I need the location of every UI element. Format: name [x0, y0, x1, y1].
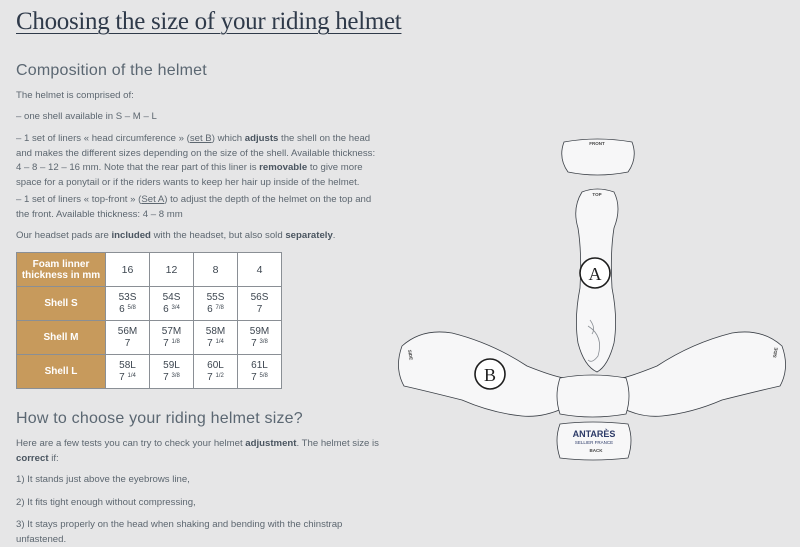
set-a-link[interactable]: Set A [141, 194, 165, 205]
table-row [17, 355, 282, 389]
thickness-header: 12 [150, 253, 194, 287]
back-label: BACK [589, 448, 603, 453]
thickness-header: 4 [238, 253, 282, 287]
how-to-heading: How to choose your riding helmet size? [16, 410, 303, 427]
shell-label: Shell S [17, 287, 106, 321]
brand-subtitle: SELLIER FRANCE [574, 440, 614, 445]
table-row [17, 321, 282, 355]
size-cell: 60L 7 $^{1/2}$ [194, 355, 238, 389]
composition-heading: Composition of the helmet [16, 62, 207, 79]
thickness-header: 8 [194, 253, 238, 287]
test-2: 2) It fits tight enough without compressing, [16, 497, 196, 508]
back-center-pad [557, 375, 629, 417]
set-b-link[interactable]: set B [189, 133, 212, 144]
size-cell: 56M 7 [106, 321, 150, 355]
top-label: TOP [592, 192, 602, 197]
page-title: Choosing the size of your riding helmet [16, 8, 402, 35]
size-table [16, 252, 282, 389]
test-3: 3) It stays properly on the head when shaking and bending with the chinstrap unfastened. [16, 519, 343, 545]
how-to-intro: Here are a few tests you can try to check your helmet adjustment. The helmet size is correct if: [16, 438, 379, 464]
size-cell: 59L 7 $^{3/8}$ [150, 355, 194, 389]
composition-item-liners-a: – 1 set of liners « top-front » (Set A) to adjust the depth of the helmet on the top and the front. Available thickness: 4 – 8 mm [16, 194, 372, 220]
marker-b [475, 359, 505, 389]
composition-intro: The helmet is comprised of: [16, 90, 134, 101]
side-pad-right [622, 332, 786, 416]
table-row [17, 287, 282, 321]
side-label-left: SIDE [407, 349, 414, 361]
size-cell: 54S 6 $^{3/4}$ [150, 287, 194, 321]
shell-label: Shell L [17, 355, 106, 389]
thickness-header: 16 [106, 253, 150, 287]
size-cell: 55S 6 $^{7/8}$ [194, 287, 238, 321]
size-cell: 58M 7 $^{1/4}$ [194, 321, 238, 355]
side-label-right: SIDE [772, 346, 779, 359]
brand-logo: ANTARÈS [572, 429, 616, 439]
size-cell: 57M 7 $^{1/8}$ [150, 321, 194, 355]
size-cell: 58L 7 $^{1/4}$ [106, 355, 150, 389]
size-cell: 59M 7 $^{3/8}$ [238, 321, 282, 355]
marker-a [580, 258, 610, 288]
shell-label: Shell M [17, 321, 106, 355]
size-cell: 56S 7 [238, 287, 282, 321]
table-header-row [17, 253, 282, 287]
composition-item-shell: – one shell available in S – M – L [16, 111, 157, 122]
corner-label: Foam linner thickness in mm [17, 253, 106, 287]
size-cell: 61L 7 $^{5/8}$ [238, 355, 282, 389]
size-cell: 53S 6 $^{5/8}$ [106, 287, 150, 321]
helmet-liner-diagram [392, 128, 792, 468]
front-label: FRONT [589, 141, 605, 146]
svg-text:A: A [588, 264, 602, 284]
composition-item-liners-b: – 1 set of liners « head circumference » (set B) which adjusts the shell on the head and makes the different sizes depending on the size of the shell. Available thickness: 4 – 8 – 12 – 16 mm. Note that the rear part of this liner is removable to give more space for a ponytail or if the riders wants to keep her hair up inside of the helmet. [16, 133, 376, 188]
svg-text:B: B [483, 365, 497, 385]
test-1: 1) It stands just above the eyebrows line, [16, 474, 190, 485]
pads-note: Our headset pads are included with the headset, but also sold separately. [16, 230, 336, 241]
